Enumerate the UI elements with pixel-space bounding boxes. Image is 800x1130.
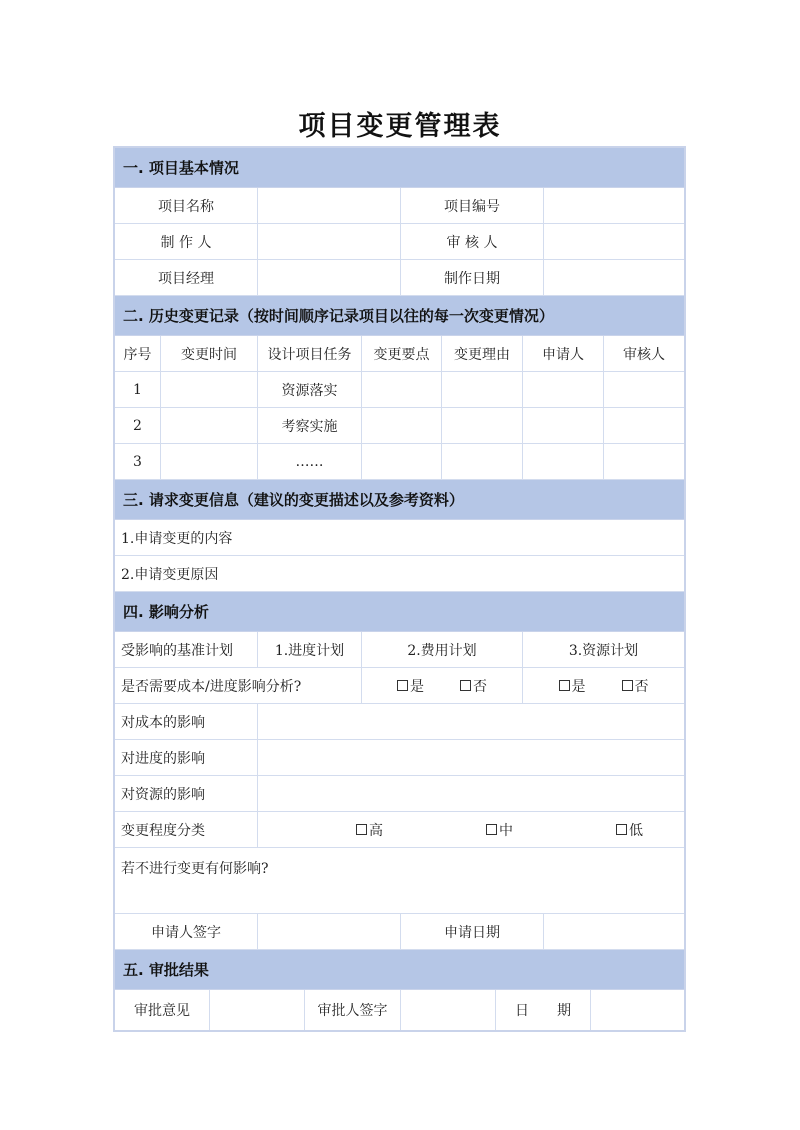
change-level-label: 变更程度分类: [115, 812, 258, 847]
cell-task: 考察实施: [258, 408, 362, 443]
checkbox-no-label: 否: [634, 678, 649, 695]
table-row: [115, 188, 684, 224]
checkbox-icon: [356, 824, 367, 835]
table-row: [115, 632, 684, 668]
plan-cost: 2.费用计划: [362, 632, 523, 667]
project-name-field[interactable]: [258, 188, 401, 223]
cell-key-points[interactable]: [362, 372, 442, 407]
resource-impact-field[interactable]: [258, 776, 684, 811]
checkbox-high-label: 高: [369, 822, 383, 839]
plan-schedule: 1.进度计划: [258, 632, 362, 667]
table-row: [115, 848, 684, 914]
table-row: [115, 776, 684, 812]
cell-reason[interactable]: [442, 444, 523, 479]
section-3-heading: 三. 请求变更信息（建议的变更描述以及参考资料）: [115, 480, 684, 520]
label-project-no: 项目编号: [401, 188, 544, 223]
col-header: 变更理由: [442, 336, 523, 371]
cell-change-time[interactable]: [161, 444, 258, 479]
cell-applicant[interactable]: [523, 444, 604, 479]
apply-date-label: 申请日期: [401, 914, 544, 949]
section-4-heading: 四. 影响分析: [115, 592, 684, 632]
checkbox-mid-label: 中: [499, 822, 513, 839]
approval-opinion-field[interactable]: [210, 990, 305, 1030]
col-header: 变更时间: [161, 336, 258, 371]
cost-impact-label: 对成本的影响: [115, 704, 258, 739]
checkbox-mid[interactable]: [486, 820, 513, 840]
applicant-sign-label: 申请人签字: [115, 914, 258, 949]
row-no: 2: [115, 408, 161, 443]
checkbox-no[interactable]: [622, 676, 649, 696]
cell-change-time[interactable]: [161, 372, 258, 407]
form-title: 项目变更管理表: [298, 111, 502, 142]
table-header-row: [115, 336, 684, 372]
col-header: 设计项目任务: [258, 336, 362, 371]
cell-reviewer[interactable]: [604, 444, 684, 479]
section-5-heading: 五. 审批结果: [115, 950, 684, 990]
schedule-impact-field[interactable]: [258, 740, 684, 775]
table-row: [115, 520, 684, 556]
checkbox-icon: [622, 680, 633, 691]
manager-field[interactable]: [258, 260, 401, 295]
change-content-label: 1.申请变更的内容: [121, 530, 233, 547]
label-manager: 项目经理: [115, 260, 258, 295]
table-row: [115, 740, 684, 776]
cell-key-points[interactable]: [362, 408, 442, 443]
section-2-heading: 二. 历史变更记录（按时间顺序记录项目以往的每一次变更情况）: [115, 296, 684, 336]
cell-reviewer[interactable]: [604, 372, 684, 407]
approval-date-field[interactable]: [591, 990, 684, 1030]
analysis-choice-2: [523, 668, 684, 703]
need-analysis-label: 是否需要成本/进度影响分析?: [115, 668, 362, 703]
resource-impact-label: 对资源的影响: [115, 776, 258, 811]
cell-applicant[interactable]: [523, 408, 604, 443]
cell-task: ……: [258, 444, 362, 479]
approval-date-label: 日 期: [496, 990, 591, 1030]
row-no: 3: [115, 444, 161, 479]
cell-reason[interactable]: [442, 372, 523, 407]
col-header: 序号: [115, 336, 161, 371]
approver-sign-field[interactable]: [401, 990, 496, 1030]
change-level-options: [258, 812, 684, 847]
label-project-name: 项目名称: [115, 188, 258, 223]
approval-opinion-label: 审批意见: [115, 990, 210, 1030]
checkbox-icon: [559, 680, 570, 691]
row-no: 1: [115, 372, 161, 407]
approver-sign-label: 审批人签字: [305, 990, 401, 1030]
checkbox-no-label: 否: [473, 678, 487, 695]
table-row: [115, 260, 684, 296]
section-1-heading: 一. 项目基本情况: [115, 148, 684, 188]
checkbox-yes[interactable]: [397, 676, 424, 696]
table-row: [115, 812, 684, 848]
analysis-choice-1: [362, 668, 523, 703]
label-maker: 制 作 人: [115, 224, 258, 259]
maker-field[interactable]: [258, 224, 401, 259]
col-header: 审核人: [623, 346, 665, 363]
table-row: [115, 704, 684, 740]
label-make-date: 制作日期: [401, 260, 544, 295]
checkbox-low[interactable]: [616, 820, 643, 840]
plan-resource: 3.资源计划: [568, 642, 639, 659]
col-header: 变更要点: [362, 336, 442, 371]
table-row: [115, 990, 684, 1030]
table-row: [115, 224, 684, 260]
table-row: [115, 556, 684, 592]
change-reason-label: 2.申请变更原因: [121, 566, 219, 583]
cell-task: 资源落实: [258, 372, 362, 407]
no-change-impact-label: 若不进行变更有何影响?: [121, 861, 269, 877]
checkbox-yes-label: 是: [410, 678, 424, 695]
baseline-label: 受影响的基准计划: [115, 632, 258, 667]
label-reviewer: 审 核 人: [401, 224, 544, 259]
col-header: 申请人: [523, 336, 604, 371]
schedule-impact-label: 对进度的影响: [115, 740, 258, 775]
cell-key-points[interactable]: [362, 444, 442, 479]
cell-applicant[interactable]: [523, 372, 604, 407]
applicant-sign-field[interactable]: [258, 914, 401, 949]
cell-reviewer[interactable]: [604, 408, 684, 443]
checkbox-icon: [616, 824, 627, 835]
project-no-field[interactable]: [544, 188, 684, 223]
checkbox-yes-label: 是: [571, 678, 586, 695]
checkbox-no[interactable]: [460, 676, 487, 696]
checkbox-high[interactable]: [356, 820, 383, 840]
table-row: [115, 668, 684, 704]
table-row: [115, 408, 684, 444]
table-row: [115, 914, 684, 950]
cost-impact-field[interactable]: [258, 704, 684, 739]
checkbox-low-label: 低: [629, 822, 643, 839]
cell-change-time[interactable]: [161, 408, 258, 443]
table-row: [115, 444, 684, 480]
change-form: [113, 146, 686, 1032]
make-date-field[interactable]: [544, 260, 684, 295]
table-row: [115, 372, 684, 408]
checkbox-icon: [460, 680, 471, 691]
checkbox-icon: [397, 680, 408, 691]
checkbox-icon: [486, 824, 497, 835]
apply-date-field[interactable]: [544, 914, 684, 949]
checkbox-yes[interactable]: [559, 676, 586, 696]
reviewer-field[interactable]: [544, 224, 684, 259]
cell-reason[interactable]: [442, 408, 523, 443]
